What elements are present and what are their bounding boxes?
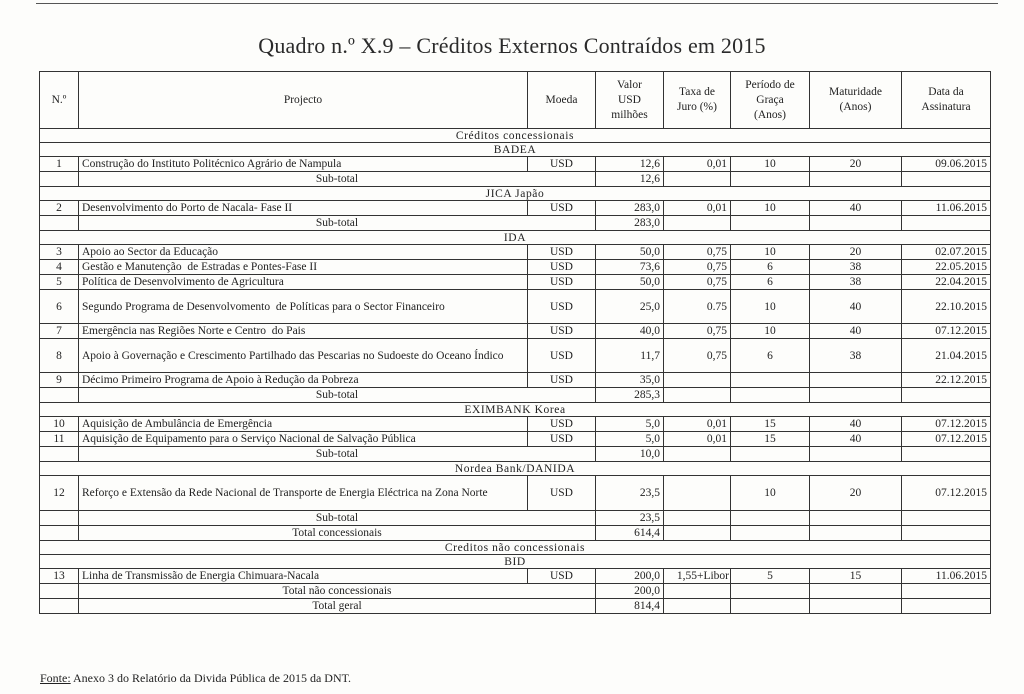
row-moeda: USD <box>528 275 596 290</box>
row-taxa: 0.75 <box>664 290 731 324</box>
row-data: 22.04.2015 <box>902 275 991 290</box>
row-periodo: 6 <box>731 260 810 275</box>
top-rule <box>36 3 998 4</box>
row-periodo: 6 <box>731 339 810 373</box>
row-maturidade: 20 <box>810 157 902 172</box>
table-row <box>40 201 991 216</box>
subtotal-label: Sub-total <box>79 172 596 187</box>
subtotal-label: Sub-total <box>79 511 596 526</box>
row-no: 4 <box>40 260 79 275</box>
row-projecto: Gestão e Manutenção de Estradas e Pontes-Fase II <box>79 260 528 275</box>
row-data: 07.12.2015 <box>902 417 991 432</box>
section-nao-concessionais: Creditos não concessionais <box>40 541 991 555</box>
row-taxa: 0,01 <box>664 432 731 447</box>
row-periodo: 10 <box>731 201 810 216</box>
row-no: 9 <box>40 373 79 388</box>
row-moeda: USD <box>528 339 596 373</box>
table-row <box>40 324 991 339</box>
row-periodo: 15 <box>731 432 810 447</box>
row-periodo: 15 <box>731 417 810 432</box>
row-taxa <box>664 476 731 511</box>
header-valor: Valor USD milhões <box>596 72 664 129</box>
subtotal-value: 285,3 <box>596 388 664 403</box>
section-jica: JICA Japão <box>40 187 991 201</box>
row-taxa: 0,75 <box>664 275 731 290</box>
section-exim: EXIMBANK Korea <box>40 403 991 417</box>
source-label: Fonte: <box>40 671 71 685</box>
row-moeda: USD <box>528 373 596 388</box>
subtotal-row <box>40 447 991 462</box>
row-maturidade: 40 <box>810 417 902 432</box>
subtotal-label: Sub-total <box>79 216 596 231</box>
row-maturidade: 38 <box>810 260 902 275</box>
row-no: 7 <box>40 324 79 339</box>
row-projecto: Aquisição de Equipamento para o Serviço Nacional de Salvação Pública <box>79 432 528 447</box>
header-no: N.º <box>40 72 79 129</box>
subtotal-value: 23,5 <box>596 511 664 526</box>
total-nao-concessionais-value: 200,0 <box>596 584 664 599</box>
table-row <box>40 569 991 584</box>
source-note <box>40 671 351 686</box>
row-periodo: 10 <box>731 290 810 324</box>
row-projecto: Apoio à Governação e Crescimento Partilhado das Pescarias no Sudoeste do Oceano Índico <box>79 339 528 373</box>
row-taxa: 0,75 <box>664 260 731 275</box>
row-periodo: 10 <box>731 157 810 172</box>
row-data: 07.12.2015 <box>902 432 991 447</box>
total-geral-row <box>40 599 991 614</box>
row-data: 09.06.2015 <box>902 157 991 172</box>
header-row <box>40 72 991 129</box>
page-title: Quadro n.º X.9 – Créditos Externos Contraídos em 2015 <box>258 33 766 58</box>
row-no: 10 <box>40 417 79 432</box>
total-geral-label: Total geral <box>79 599 596 614</box>
row-projecto: Apoio ao Sector da Educação <box>79 245 528 260</box>
row-moeda: USD <box>528 245 596 260</box>
row-maturidade: 40 <box>810 290 902 324</box>
row-no: 1 <box>40 157 79 172</box>
subtotal-row <box>40 172 991 187</box>
row-valor: 25,0 <box>596 290 664 324</box>
row-moeda: USD <box>528 201 596 216</box>
table-row <box>40 432 991 447</box>
row-maturidade <box>810 373 902 388</box>
row-moeda: USD <box>528 260 596 275</box>
row-taxa: 0,75 <box>664 339 731 373</box>
row-valor: 11,7 <box>596 339 664 373</box>
row-taxa: 0,01 <box>664 417 731 432</box>
row-projecto: Décimo Primeiro Programa de Apoio à Redução da Pobreza <box>79 373 528 388</box>
row-valor: 40,0 <box>596 324 664 339</box>
row-valor: 5,0 <box>596 417 664 432</box>
subtotal-label: Sub-total <box>79 388 596 403</box>
table-row <box>40 339 991 373</box>
table-row <box>40 275 991 290</box>
row-valor: 12,6 <box>596 157 664 172</box>
row-valor: 35,0 <box>596 373 664 388</box>
row-projecto: Política de Desenvolvimento de Agricultura <box>79 275 528 290</box>
row-maturidade: 38 <box>810 339 902 373</box>
row-taxa: 0,75 <box>664 324 731 339</box>
total-nao-concessionais-row <box>40 584 991 599</box>
row-moeda: USD <box>528 569 596 584</box>
source-text: Anexo 3 do Relatório da Divida Pública de 2015 da DNT. <box>70 671 352 685</box>
row-data: 11.06.2015 <box>902 569 991 584</box>
row-projecto: Aquisição de Ambulância de Emergência <box>79 417 528 432</box>
row-moeda: USD <box>528 476 596 511</box>
row-no: 3 <box>40 245 79 260</box>
row-no: 6 <box>40 290 79 324</box>
table-row <box>40 245 991 260</box>
row-maturidade: 20 <box>810 476 902 511</box>
row-maturidade: 40 <box>810 432 902 447</box>
row-moeda: USD <box>528 157 596 172</box>
row-valor: 50,0 <box>596 275 664 290</box>
row-no: 11 <box>40 432 79 447</box>
subtotal-row <box>40 388 991 403</box>
section-ida: IDA <box>40 231 991 245</box>
table-row <box>40 290 991 324</box>
row-data: 07.12.2015 <box>902 324 991 339</box>
row-data: 22.12.2015 <box>902 373 991 388</box>
table-row <box>40 417 991 432</box>
row-projecto: Reforço e Extensão da Rede Nacional de Transporte de Energia Eléctrica na Zona Norte <box>79 476 528 511</box>
row-valor: 73,6 <box>596 260 664 275</box>
table-row <box>40 260 991 275</box>
row-taxa <box>664 373 731 388</box>
total-geral-value: 814,4 <box>596 599 664 614</box>
table-row <box>40 157 991 172</box>
credits-table <box>39 71 991 614</box>
row-periodo <box>731 373 810 388</box>
row-periodo: 6 <box>731 275 810 290</box>
row-projecto: Segundo Programa de Desenvolvomento de Políticas para o Sector Financeiro <box>79 290 528 324</box>
total-concessionais-label: Total concessionais <box>79 526 596 541</box>
header-moeda: Moeda <box>528 72 596 129</box>
section-bid: BID <box>40 555 991 569</box>
row-no: 5 <box>40 275 79 290</box>
total-concessionais-row <box>40 526 991 541</box>
row-projecto: Construção do Instituto Politécnico Agrário de Nampula <box>79 157 528 172</box>
row-periodo: 10 <box>731 324 810 339</box>
row-valor: 283,0 <box>596 201 664 216</box>
total-nao-concessionais-label: Total não concessionais <box>79 584 596 599</box>
header-taxa: Taxa de Juro (%) <box>664 72 731 129</box>
row-periodo: 5 <box>731 569 810 584</box>
row-no: 13 <box>40 569 79 584</box>
row-moeda: USD <box>528 324 596 339</box>
subtotal-row <box>40 511 991 526</box>
row-data: 07.12.2015 <box>902 476 991 511</box>
row-projecto: Linha de Transmissão de Energia Chimuara-Nacala <box>79 569 528 584</box>
section-badea: BADEA <box>40 143 991 157</box>
header-maturidade: Maturidade (Anos) <box>810 72 902 129</box>
row-valor: 200,0 <box>596 569 664 584</box>
row-taxa: 0,01 <box>664 201 731 216</box>
subtotal-value: 12,6 <box>596 172 664 187</box>
row-projecto: Emergência nas Regiões Norte e Centro do Pais <box>79 324 528 339</box>
row-maturidade: 40 <box>810 324 902 339</box>
row-taxa: 0,75 <box>664 245 731 260</box>
header-data: Data da Assinatura <box>902 72 991 129</box>
row-no: 8 <box>40 339 79 373</box>
row-no: 12 <box>40 476 79 511</box>
row-maturidade: 38 <box>810 275 902 290</box>
row-periodo: 10 <box>731 476 810 511</box>
section-concessionais: Créditos concessionais <box>40 129 991 143</box>
row-moeda: USD <box>528 417 596 432</box>
table-row <box>40 373 991 388</box>
table-row <box>40 476 991 511</box>
row-maturidade: 40 <box>810 201 902 216</box>
row-periodo: 10 <box>731 245 810 260</box>
total-concessionais-value: 614,4 <box>596 526 664 541</box>
row-projecto: Desenvolvimento do Porto de Nacala- Fase II <box>79 201 528 216</box>
row-no: 2 <box>40 201 79 216</box>
row-valor: 50,0 <box>596 245 664 260</box>
row-valor: 5,0 <box>596 432 664 447</box>
subtotal-value: 283,0 <box>596 216 664 231</box>
row-data: 22.10.2015 <box>902 290 991 324</box>
row-maturidade: 15 <box>810 569 902 584</box>
section-nordea: Nordea Bank/DANIDA <box>40 462 991 476</box>
header-projecto: Projecto <box>79 72 528 129</box>
header-periodo: Período de Graça (Anos) <box>731 72 810 129</box>
subtotal-label: Sub-total <box>79 447 596 462</box>
row-moeda: USD <box>528 290 596 324</box>
row-data: 11.06.2015 <box>902 201 991 216</box>
row-data: 02.07.2015 <box>902 245 991 260</box>
row-maturidade: 20 <box>810 245 902 260</box>
row-data: 21.04.2015 <box>902 339 991 373</box>
row-taxa: 0,01 <box>664 157 731 172</box>
subtotal-value: 10,0 <box>596 447 664 462</box>
row-moeda: USD <box>528 432 596 447</box>
row-data: 22.05.2015 <box>902 260 991 275</box>
subtotal-row <box>40 216 991 231</box>
row-taxa: 1,55+Libor <box>664 569 731 584</box>
row-valor: 23,5 <box>596 476 664 511</box>
